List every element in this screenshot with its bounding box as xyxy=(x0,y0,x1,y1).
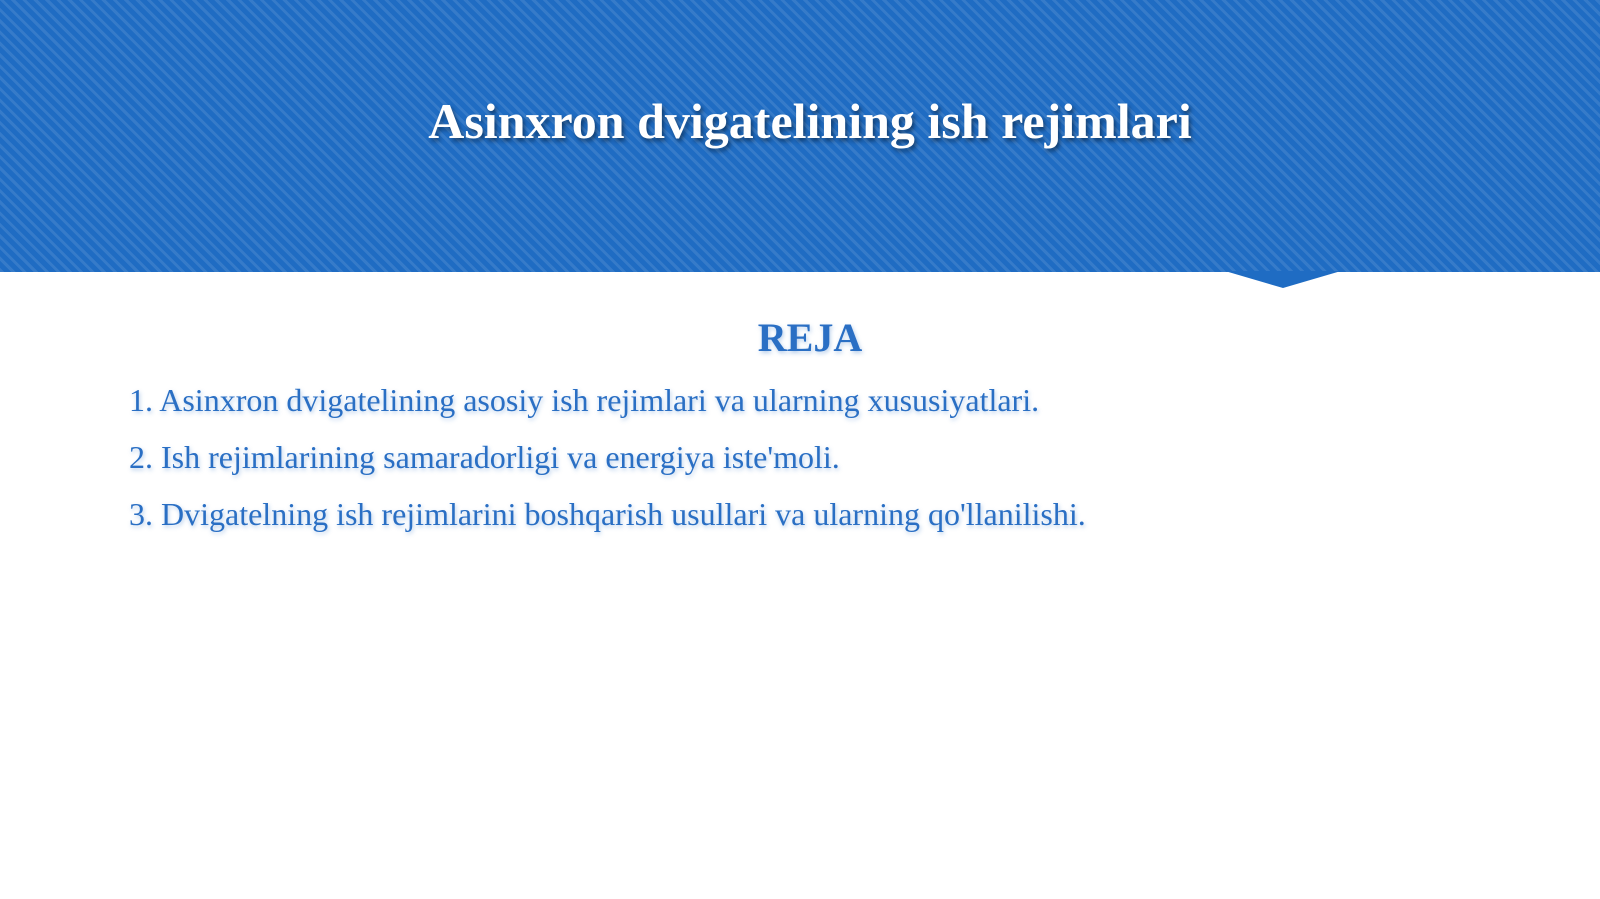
plan-list xyxy=(129,378,1429,549)
slide-title: Asinxron dvigatelining ish rejimlari xyxy=(428,93,1192,149)
plan-item-3: 3. Dvigatelning ish rejimlarini boshqarish usullari va ularning qo'llanilishi. xyxy=(129,496,1086,532)
plan-item-2: 2. Ish rejimlarining samaradorligi va energiya iste'moli. xyxy=(129,439,840,475)
header-notch xyxy=(1225,271,1341,288)
plan-item-1: 1. Asinxron dvigatelining asosiy ish rejimlari va ularning xususiyatlari. xyxy=(129,382,1040,418)
plan-heading: REJA xyxy=(757,315,863,360)
